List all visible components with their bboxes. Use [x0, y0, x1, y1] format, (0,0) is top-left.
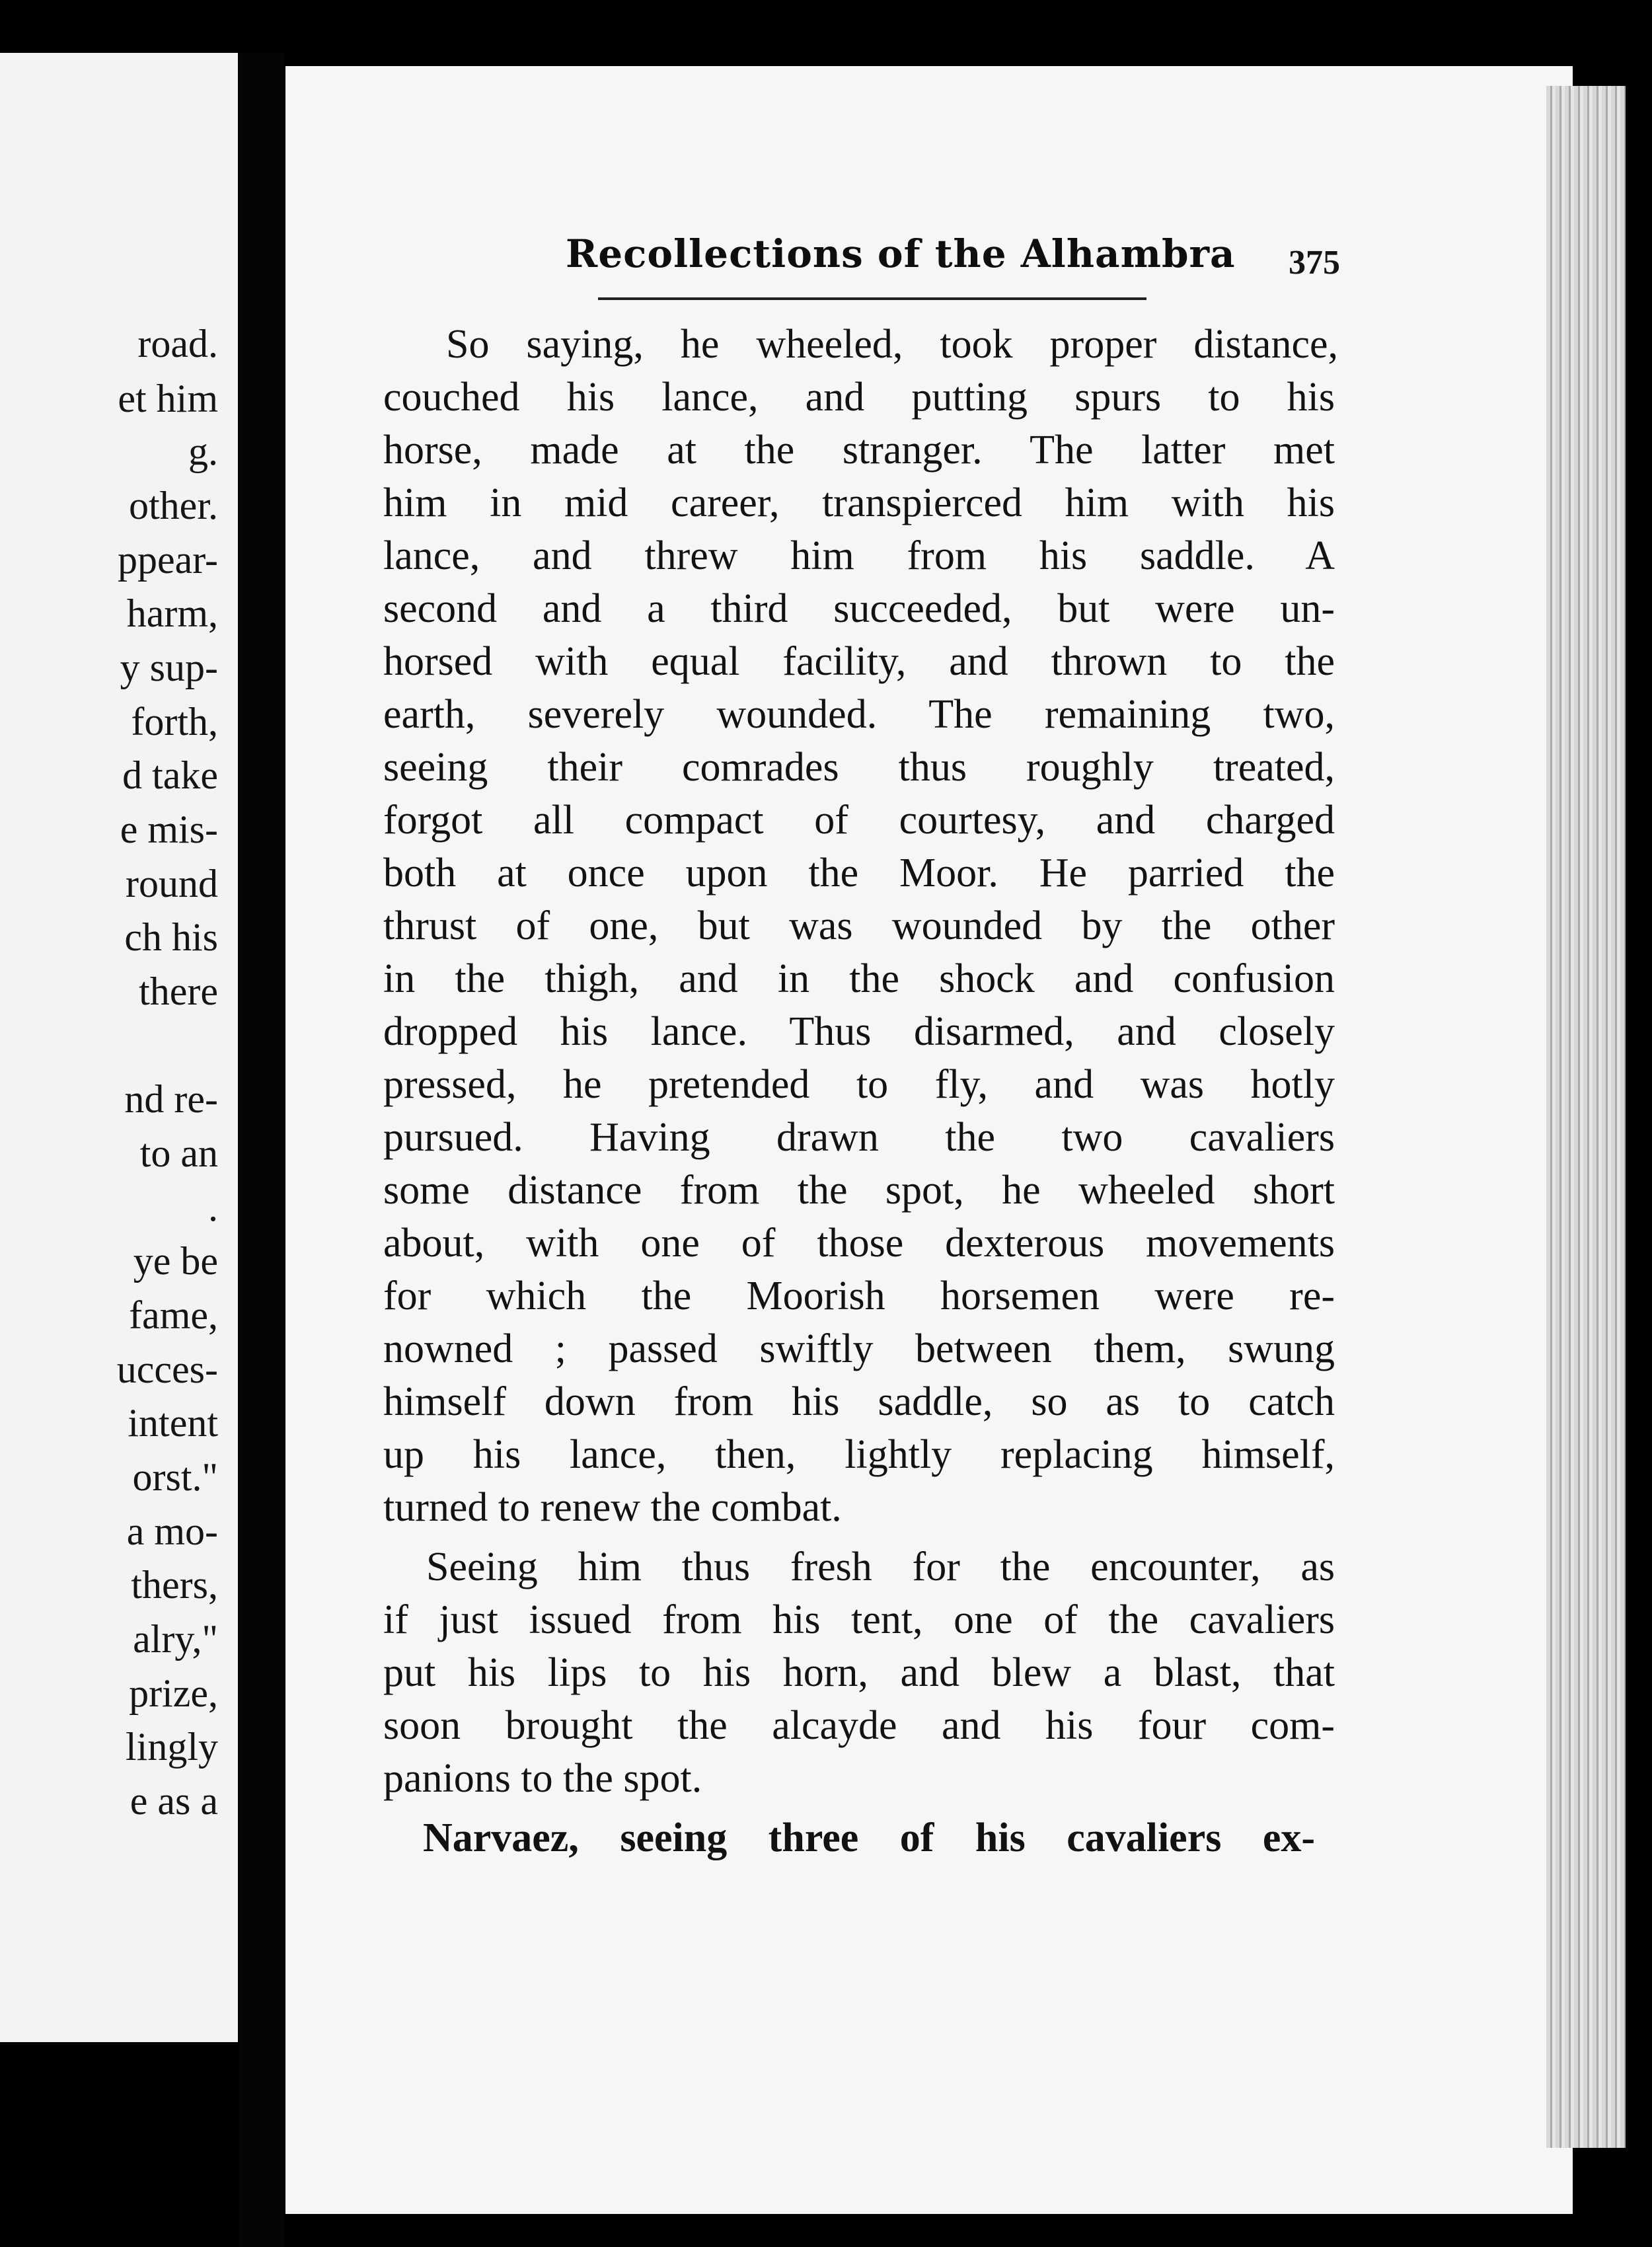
left-line: et him — [118, 377, 218, 420]
body-line: seeing their comrades thus roughly treated, — [383, 745, 1335, 790]
body-line: horse, made at the stranger. The latter met — [383, 428, 1335, 473]
left-line: road. — [137, 322, 218, 365]
body-line: panions to the spot. — [383, 1756, 702, 1801]
left-line: e as a — [130, 1779, 218, 1823]
left-line: alry," — [133, 1617, 218, 1661]
left-line: fame, — [129, 1293, 218, 1337]
body-line: couched his lance, and putting spurs to his — [383, 375, 1335, 420]
left-line: y sup- — [120, 646, 218, 689]
left-line: ch his — [124, 915, 218, 959]
body-line: some distance from the spot, he wheeled short — [383, 1168, 1335, 1213]
left-line: harm, — [126, 591, 218, 635]
body-line: Narvaez, seeing three of his cavaliers ex- — [423, 1815, 1315, 1860]
left-line: e mis- — [120, 808, 218, 851]
body-line: So saying, he wheeled, took proper distance, — [446, 322, 1338, 367]
body-line: dropped his lance. Thus disarmed, and closely — [383, 1009, 1335, 1054]
body-line: earth, severely wounded. The remaining two, — [383, 692, 1335, 737]
left-line: . — [208, 1186, 218, 1229]
body-line: if just issued from his tent, one of the cavaliers — [383, 1597, 1335, 1642]
body-line: Seeing him thus fresh for the encounter, as — [426, 1544, 1335, 1589]
body-line: put his lips to his horn, and blew a blast, that — [383, 1650, 1335, 1695]
left-line: ye be — [133, 1239, 218, 1283]
left-line: a mo- — [126, 1509, 218, 1553]
body-line: thrust of one, but was wounded by the other — [383, 903, 1335, 948]
body-line: for which the Moorish horsemen were re- — [383, 1274, 1335, 1318]
left-line: g. — [188, 430, 218, 473]
body-line: in the thigh, and in the shock and confusion — [383, 956, 1335, 1001]
body-line: nowned ; passed swiftly between them, swung — [383, 1326, 1335, 1371]
body-line: up his lance, then, lightly replacing himself, — [383, 1432, 1335, 1477]
left-line: nd re- — [124, 1077, 218, 1121]
body-line: pressed, he pretended to fly, and was hotly — [383, 1062, 1335, 1107]
body-line: horsed with equal facility, and thrown to the — [383, 639, 1335, 684]
left-line: round — [126, 862, 218, 905]
header-rule — [598, 297, 1146, 300]
facing-page-fragment — [0, 53, 238, 2042]
body-line: forgot all compact of courtesy, and charged — [383, 798, 1335, 843]
body-line: soon brought the alcayde and his four com- — [383, 1703, 1335, 1748]
left-line: there — [139, 970, 218, 1013]
left-line: lingly — [125, 1725, 218, 1769]
left-line: ppear- — [117, 538, 218, 582]
page-number: 375 — [1289, 244, 1340, 282]
body-line: him in mid career, transpierced him with his — [383, 480, 1335, 525]
left-line: other. — [129, 484, 218, 527]
body-line: about, with one of those dexterous movements — [383, 1221, 1335, 1266]
left-line: prize, — [129, 1671, 218, 1715]
left-line: to an — [139, 1131, 218, 1175]
left-line: intent — [128, 1401, 218, 1445]
body-line: turned to renew the combat. — [383, 1485, 842, 1530]
body-line: both at once upon the Moor. He parried the — [383, 851, 1335, 895]
left-line: forth, — [131, 700, 218, 743]
page-edges — [1546, 86, 1626, 2148]
left-line: d take — [122, 753, 218, 797]
body-line: himself down from his saddle, so as to catch — [383, 1379, 1335, 1424]
left-line: orst." — [132, 1455, 218, 1499]
book-gutter — [239, 53, 284, 2247]
body-line: pursued. Having drawn the two cavaliers — [383, 1115, 1335, 1160]
running-head: Recollections of the Alhambra — [566, 231, 1236, 276]
body-line: second and a third succeeded, but were un- — [383, 586, 1335, 631]
body-line: lance, and threw him from his saddle. A — [383, 533, 1335, 578]
left-line: ucces- — [116, 1348, 218, 1391]
left-line: thers, — [131, 1563, 218, 1607]
